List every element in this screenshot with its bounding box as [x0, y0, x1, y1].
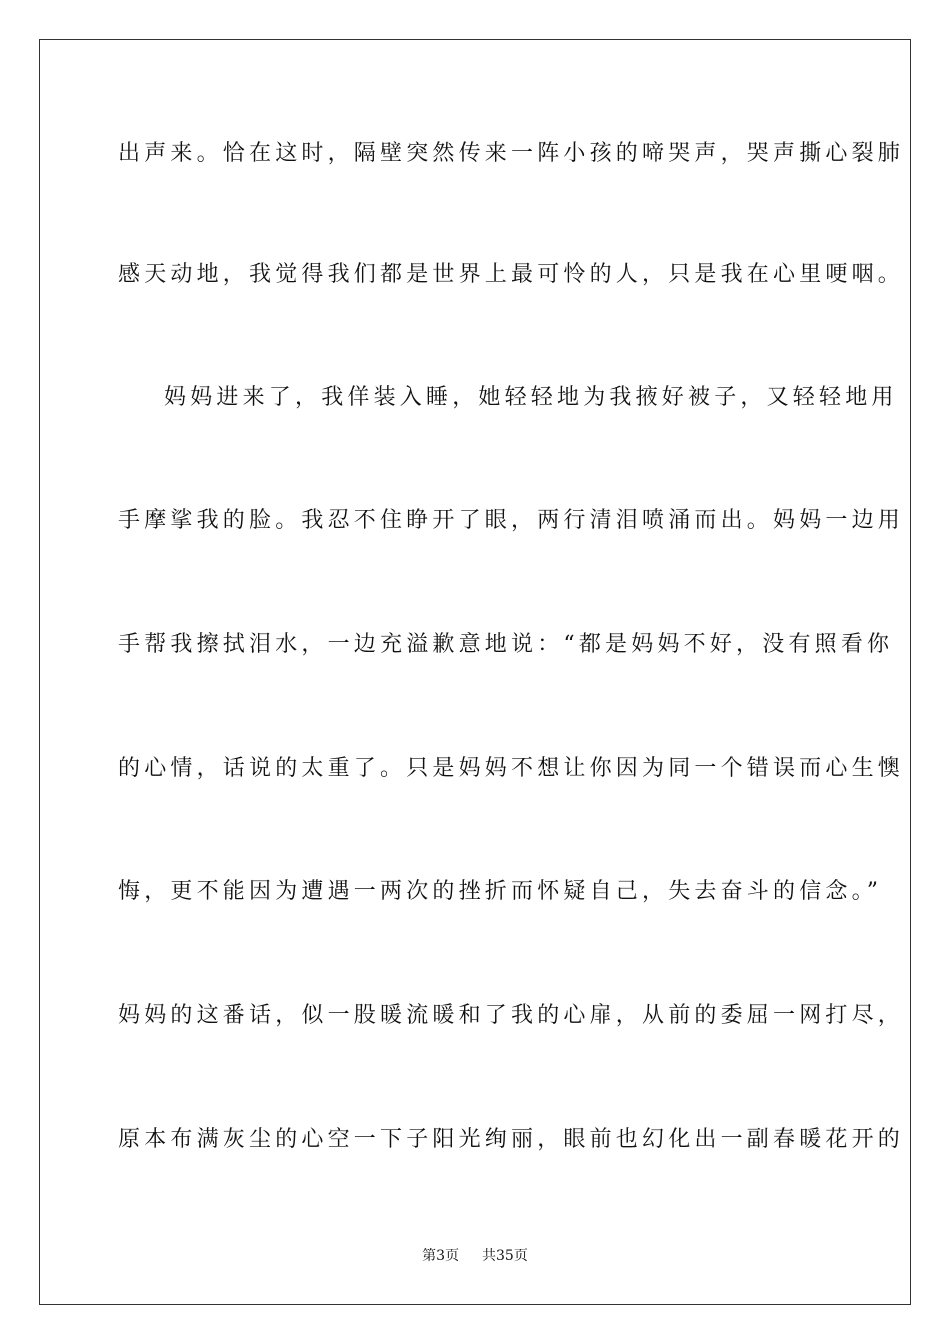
- page-number: 第3页: [422, 1248, 460, 1264]
- page-border: [39, 39, 911, 1305]
- text-line-6: 的心情，话说的太重了。只是妈妈不想让你因为同一个错误而心生懊: [118, 756, 905, 781]
- text-line-9: 原本布满灰尘的心空一下子阳光绚丽，眼前也幻化出一副春暖花开的: [118, 1127, 905, 1152]
- text-line-2: 感天动地，我觉得我们都是世界上最可怜的人，只是我在心里哽咽。: [118, 262, 905, 287]
- text-line-4: 手摩挲我的脸。我忍不住睁开了眼，两行清泪喷涌而出。妈妈一边用: [118, 508, 905, 533]
- text-line-1: 出声来。恰在这时，隔壁突然传来一阵小孩的啼哭声，哭声撕心裂肺: [118, 141, 905, 166]
- text-line-8: 妈妈的这番话，似一股暖流暖和了我的心扉，从前的委屈一网打尽，: [118, 1003, 905, 1028]
- text-line-7: 悔，更不能因为遭遇一两次的挫折而怀疑自己，失去奋斗的信念。”: [118, 879, 883, 904]
- page-footer: [0, 1247, 950, 1265]
- total-pages: 共35页: [482, 1248, 528, 1264]
- text-line-5: 手帮我擦拭泪水，一边充溢歉意地说：“都是妈妈不好，没有照看你: [118, 632, 894, 657]
- text-line-3-paragraph-start: 妈妈进来了，我佯装入睡，她轻轻地为我掖好被子，又轻轻地用: [164, 385, 898, 410]
